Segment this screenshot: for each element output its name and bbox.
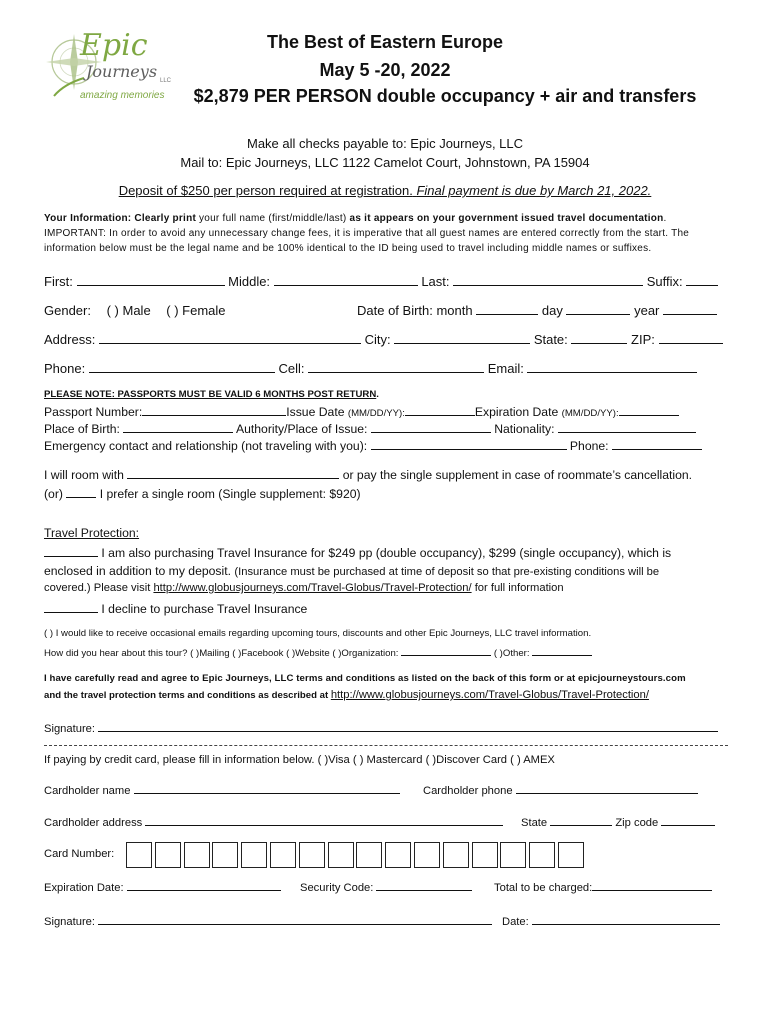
card-digit-box[interactable] xyxy=(558,842,584,868)
roommate-field[interactable] xyxy=(127,467,339,479)
card-date-field[interactable] xyxy=(532,913,720,925)
cardholder-name-label: Cardholder name xyxy=(44,785,131,797)
middle-label: Middle: xyxy=(228,274,271,289)
referral-question: How did you hear about this tour? xyxy=(44,648,188,659)
logo-llc: LLC xyxy=(160,78,172,84)
cardholder-phone-label: Cardholder phone xyxy=(423,785,513,797)
gender-label: Gender: xyxy=(44,303,91,318)
mail-to: Mail to: Epic Journeys, LLC 1122 Camelot Court, Johnstown, PA 15904 xyxy=(180,155,590,170)
last-label: Last: xyxy=(421,274,450,289)
information-notice xyxy=(44,211,724,256)
dob-day-label: day xyxy=(541,303,563,318)
nationality-label: Nationality: xyxy=(494,422,555,436)
total-field[interactable] xyxy=(592,879,712,891)
state-field[interactable] xyxy=(571,332,627,344)
agreement-line-2-text: and the travel protection terms and conditions as described at xyxy=(44,690,329,701)
dob-day-field[interactable] xyxy=(566,303,630,315)
emergency-row xyxy=(44,438,702,453)
card-number-label: Card Number: xyxy=(44,848,115,860)
travel-protection-link[interactable]: http://www.globusjourneys.com/Travel-Globus/Travel-Protection/ xyxy=(153,582,472,594)
referral-organization[interactable]: ( )Organization: xyxy=(332,648,399,659)
security-field[interactable] xyxy=(376,879,472,891)
room-with-label: I will room with xyxy=(44,468,124,482)
email-label: Email: xyxy=(487,361,524,376)
card-mastercard[interactable]: ( ) Mastercard xyxy=(352,754,423,766)
cardholder-name-row xyxy=(44,782,400,797)
birthplace-row xyxy=(44,421,696,436)
agreement-signature-field[interactable] xyxy=(98,720,718,732)
first-label: First: xyxy=(44,274,73,289)
single-prefix: (or) xyxy=(44,487,63,501)
notice-lead: Your Information: Clearly print xyxy=(44,213,197,224)
card-digit-box[interactable] xyxy=(414,842,440,868)
cardholder-address-field[interactable] xyxy=(145,814,503,826)
total-label: Total to be charged: xyxy=(494,882,593,894)
zip-field[interactable] xyxy=(659,332,723,344)
cardholder-phone-row xyxy=(423,782,698,797)
emergency-phone-label: Phone: xyxy=(569,439,609,453)
phone-field[interactable] xyxy=(89,361,275,373)
cardholder-state-label: State xyxy=(521,817,548,829)
place-of-birth-field[interactable] xyxy=(123,421,233,433)
passport-row xyxy=(44,404,679,419)
roommate-row xyxy=(44,467,692,482)
insurance-tail: for full information xyxy=(474,582,564,594)
credit-card-intro: If paying by credit card, please fill in information below. xyxy=(44,754,315,766)
emergency-phone-field[interactable] xyxy=(612,438,702,450)
cardholder-state-zip-row xyxy=(521,814,715,829)
insurance-decline-text: I decline to purchase Travel Insurance xyxy=(101,602,308,616)
card-digit-box[interactable] xyxy=(241,842,267,868)
card-digit-box[interactable] xyxy=(299,842,325,868)
cardholder-address-label: Cardholder address xyxy=(44,817,143,829)
cardholder-name-field[interactable] xyxy=(134,782,400,794)
card-signature-row xyxy=(44,913,492,928)
cell-field[interactable] xyxy=(308,361,484,373)
phone-label: Phone: xyxy=(44,361,86,376)
expiration-row xyxy=(44,879,281,894)
card-digit-box[interactable] xyxy=(385,842,411,868)
place-of-birth-label: Place of Birth: xyxy=(44,422,120,436)
agreement-link[interactable]: http://www.globusjourneys.com/Travel-Globus/Travel-Protection/ xyxy=(330,689,649,701)
authority-field[interactable] xyxy=(371,421,491,433)
notice-text-1: your full name (first/middle/last) xyxy=(196,213,350,224)
issue-date-format: (MM/DD/YY): xyxy=(347,408,405,419)
suffix-field[interactable] xyxy=(686,274,718,286)
deposit-line xyxy=(0,183,770,198)
card-type-row xyxy=(44,754,555,766)
notice-bold-mid: as it appears on your government issued travel documentation xyxy=(349,213,664,224)
cardholder-address-row xyxy=(44,814,503,829)
notice-text-2: . IMPORTANT: In order to avoid any unnecessary change fees, it is imperative that all guest names are entered correctly from the start. The information below must be the legal name and be 100% identical to the ID being used to travel including middle names or suffixes. xyxy=(44,213,690,254)
state-label: State: xyxy=(533,332,568,347)
cardholder-zip-label: Zip code xyxy=(615,817,659,829)
card-digit-box[interactable] xyxy=(443,842,469,868)
insurance-purchase-row xyxy=(44,545,671,560)
zip-label: ZIP: xyxy=(631,332,655,347)
expiration-date-label: Expiration Date xyxy=(474,405,559,419)
referral-facebook[interactable]: ( )Facebook xyxy=(232,648,284,659)
checks-payable: Make all checks payable to: Epic Journeys, LLC xyxy=(246,136,524,151)
single-room-row xyxy=(44,486,361,501)
trip-price: $2,879 PER PERSON double occupancy + air and transfers xyxy=(193,86,697,106)
other-field[interactable] xyxy=(532,644,592,656)
cardholder-state-field[interactable] xyxy=(550,814,612,826)
insurance-line-3 xyxy=(44,582,564,594)
referral-mailing[interactable]: ( )Mailing xyxy=(190,648,230,659)
card-digit-box[interactable] xyxy=(270,842,296,868)
agreement-signature-label: Signature: xyxy=(44,723,95,735)
passport-number-label: Passport Number: xyxy=(44,405,143,419)
suffix-label: Suffix: xyxy=(646,274,683,289)
agreement-line-1: I have carefully read and agree to Epic Journeys, LLC terms and conditions as listed on the back of this form or at epicjourneystours.com xyxy=(44,673,686,684)
first-name-field[interactable] xyxy=(77,274,225,286)
card-digit-box[interactable] xyxy=(328,842,354,868)
address-row xyxy=(44,332,723,347)
expiration-date-format: (MM/DD/YY): xyxy=(561,408,619,419)
address-label: Address: xyxy=(44,332,96,347)
expiration-date-field[interactable] xyxy=(619,404,679,416)
logo-word-journeys: Journeys xyxy=(86,62,158,81)
phone-row xyxy=(44,361,697,376)
card-digit-box[interactable] xyxy=(529,842,555,868)
dob-month-field[interactable] xyxy=(476,303,538,315)
issue-date-label: Issue Date xyxy=(286,405,345,419)
deposit-text: Deposit of $250 per person required at registration. xyxy=(118,183,413,198)
female-option[interactable]: ( ) Female xyxy=(166,303,226,318)
insurance-note: (Insurance must be purchased at time of deposit so that pre-existing conditions will be xyxy=(234,566,660,578)
agreement-line-2 xyxy=(44,689,649,701)
single-room-text: I prefer a single room (Single supplement: $920) xyxy=(99,487,361,501)
card-signature-field[interactable] xyxy=(98,913,492,925)
card-discover[interactable]: ( )Discover Card xyxy=(425,754,508,766)
insurance-purchase-line2: enclosed in addition to my deposit. xyxy=(44,564,231,578)
trip-title: The Best of Eastern Europe xyxy=(266,32,504,52)
dob-row xyxy=(357,303,717,318)
logo-word-epic: Epic xyxy=(80,28,148,63)
passport-note: PLEASE NOTE: PASSPORTS MUST BE VALID 6 MONTHS POST RETURN. xyxy=(44,389,379,400)
gender-row xyxy=(44,303,226,318)
middle-name-field[interactable] xyxy=(274,274,418,286)
expiration-field[interactable] xyxy=(127,879,281,891)
passport-number-field[interactable] xyxy=(142,404,286,416)
insurance-decline-row xyxy=(44,601,307,616)
card-date-row xyxy=(502,913,720,928)
last-name-field[interactable] xyxy=(453,274,643,286)
male-option[interactable]: ( ) Male xyxy=(106,303,151,318)
city-field[interactable] xyxy=(394,332,530,344)
emergency-field[interactable] xyxy=(371,438,567,450)
final-payment-text: Final payment is due by March 21, 2022. xyxy=(416,183,652,198)
expiration-label: Expiration Date: xyxy=(44,882,124,894)
referral-row xyxy=(44,644,592,659)
card-digit-box[interactable] xyxy=(184,842,210,868)
issue-date-field[interactable] xyxy=(405,404,475,416)
card-digit-box[interactable] xyxy=(155,842,181,868)
dob-year-label: year xyxy=(634,303,660,318)
passport-note-text: PLEASE NOTE: PASSPORTS MUST BE VALID 6 MONTHS POST RETURN xyxy=(44,389,377,400)
card-digit-box[interactable] xyxy=(472,842,498,868)
total-row xyxy=(494,879,712,894)
emergency-label: Emergency contact and relationship (not traveling with you): xyxy=(44,439,368,453)
card-digit-box[interactable] xyxy=(356,842,382,868)
city-label: City: xyxy=(364,332,391,347)
trip-dates: May 5 -20, 2022 xyxy=(319,60,451,80)
security-row xyxy=(300,879,472,894)
email-field[interactable] xyxy=(527,361,697,373)
insurance-note-2: covered.) Please visit xyxy=(44,582,151,594)
insurance-purchase-text: I am also purchasing Travel Insurance for $249 pp (double occupancy), $299 (single occupancy), which is xyxy=(101,546,672,560)
cell-label: Cell: xyxy=(278,361,305,376)
dob-month-label: Date of Birth: month xyxy=(357,303,473,318)
logo-tagline: amazing memories xyxy=(80,90,165,101)
dob-year-field[interactable] xyxy=(663,303,717,315)
insurance-purchase-field[interactable] xyxy=(44,545,98,557)
nationality-field[interactable] xyxy=(558,421,696,433)
card-date-label: Date: xyxy=(502,916,529,928)
cardholder-phone-field[interactable] xyxy=(516,782,698,794)
address-field[interactable] xyxy=(99,332,361,344)
insurance-line-2 xyxy=(44,564,659,578)
insurance-decline-field[interactable] xyxy=(44,601,98,613)
authority-label: Authority/Place of Issue: xyxy=(235,422,368,436)
cut-line-divider xyxy=(44,745,728,746)
cardholder-zip-field[interactable] xyxy=(661,814,715,826)
card-amex[interactable]: ( ) AMEX xyxy=(510,754,555,766)
room-with-tail: or pay the single supplement in case of roommate’s cancellation. xyxy=(342,468,693,482)
card-digit-box[interactable] xyxy=(126,842,152,868)
card-digit-box[interactable] xyxy=(500,842,526,868)
referral-website[interactable]: ( )Website xyxy=(286,648,330,659)
single-room-field[interactable] xyxy=(66,486,96,498)
organization-field[interactable] xyxy=(401,644,491,656)
security-label: Security Code: xyxy=(300,882,374,894)
card-signature-label: Signature: xyxy=(44,916,95,928)
card-digit-box[interactable] xyxy=(212,842,238,868)
name-row xyxy=(44,274,718,289)
referral-other[interactable]: ( )Other: xyxy=(493,648,530,659)
card-visa[interactable]: ( )Visa xyxy=(317,754,350,766)
email-optin[interactable]: ( ) I would like to receive occasional emails regarding upcoming tours, discounts and other Epic Journeys, LLC travel information. xyxy=(44,628,592,639)
agreement-signature-row xyxy=(44,720,718,735)
travel-protection-heading: Travel Protection: xyxy=(44,526,140,540)
